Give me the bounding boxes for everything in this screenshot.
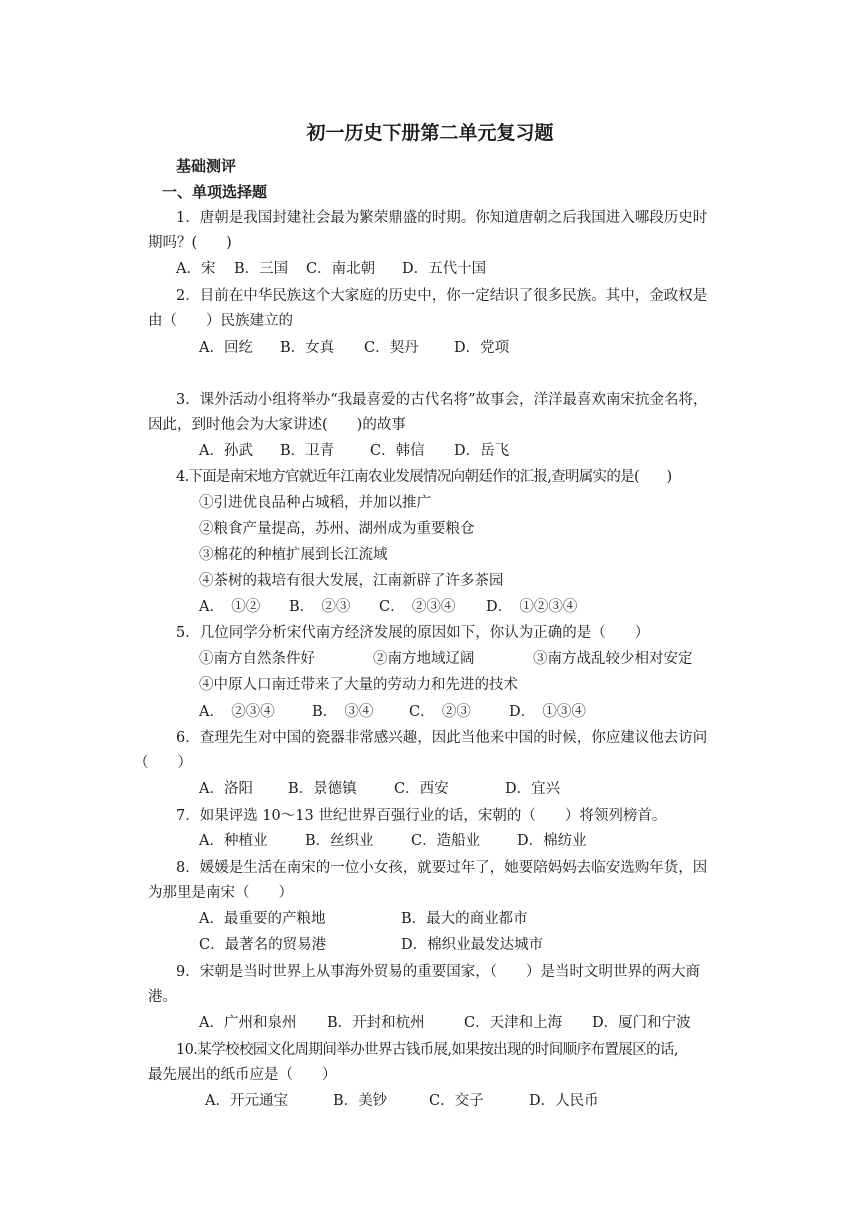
question-6-text-cont: （ ） — [134, 755, 192, 771]
option-d[interactable]: D．棉纺业 — [517, 833, 587, 849]
question-5-statement: ④中原人口南迁带来了大量的劳动力和先进的技术 — [199, 677, 518, 693]
question-9-text-cont: 港。 — [148, 989, 177, 1005]
option-c[interactable]: C．契丹 — [364, 340, 419, 356]
option-d[interactable]: D． ①③④ — [509, 704, 586, 720]
question-7-options — [199, 831, 587, 851]
question-9-options — [199, 1013, 691, 1033]
question-2-text: 2．目前在中华民族这个大家庭的历史中，你一定结识了很多民族。其中，金政权是 — [176, 288, 708, 304]
option-a[interactable]: A．广州和泉州 — [199, 1015, 297, 1031]
section-heading: 基础测评 — [176, 157, 237, 175]
option-c[interactable]: C．造船业 — [411, 833, 481, 849]
option-c[interactable]: C． ②③ — [409, 704, 471, 720]
question-1-options — [176, 259, 486, 279]
option-a[interactable]: A．洛阳 — [199, 781, 253, 797]
question-4-text: 4.下面是南宋地方官就近年江南农业发展情况向朝廷作的汇报,查明属实的是( ) — [176, 469, 672, 485]
option-c[interactable]: C．韩信 — [370, 443, 425, 459]
question-6-text: 6．查理先生对中国的瓷器非常感兴趣，因此当他来中国的时候，你应建议他去访问 — [176, 730, 708, 746]
question-4-options — [199, 597, 577, 617]
option-c[interactable]: C．交子 — [429, 1093, 484, 1109]
option-a[interactable]: A． ①② — [199, 599, 261, 615]
document-title: 初一历史下册第二单元复习题 — [306, 122, 554, 144]
option-a[interactable]: A．回纥 — [199, 340, 253, 356]
option-c[interactable]: C． ②③④ — [379, 599, 456, 615]
option-b[interactable]: B．女真 — [280, 340, 335, 356]
option-b[interactable]: B．美钞 — [333, 1093, 388, 1109]
question-5-statement: ③南方战乱较少相对安定 — [533, 651, 693, 667]
question-10-text: 10.某学校校园文化周期间举办世界古钱币展,如果按出现的时间顺序布置展区的话, — [176, 1042, 678, 1058]
question-7-text: 7．如果评选 10～13 世纪世界百强行业的话，宋朝的（ ）将领列榜首。 — [176, 808, 667, 824]
question-8-text-cont: 为那里是南宋（ ） — [148, 885, 293, 901]
option-b[interactable]: B．丝织业 — [305, 833, 374, 849]
option-b[interactable]: B． ②③ — [289, 599, 351, 615]
option-d[interactable]: D． ①②③④ — [486, 599, 578, 615]
question-6-options — [199, 779, 560, 799]
question-9-text: 9．宋朝是当时世界上从事海外贸易的重要国家，（ ）是当时文明世界的两大商 — [176, 964, 700, 980]
option-d[interactable]: D．棉织业最发达城市 — [401, 937, 544, 953]
question-4-statement: ①引进优良品种占城稻，并加以推广 — [199, 495, 431, 511]
question-2-text-cont: 由（ ）民族建立的 — [148, 313, 293, 329]
option-d[interactable]: D．人民币 — [529, 1093, 599, 1109]
question-8-options-row-2 — [199, 935, 543, 955]
option-a[interactable]: A．孙武 — [199, 443, 253, 459]
option-d[interactable]: D．五代十国 — [402, 261, 487, 277]
question-10-options — [205, 1091, 599, 1111]
option-b[interactable]: B．卫青 — [280, 443, 335, 459]
option-b[interactable]: B．景德镇 — [288, 781, 357, 797]
part-heading: 一、单项选择题 — [162, 183, 268, 201]
option-c[interactable]: C．西安 — [394, 781, 449, 797]
question-8-options-row-1 — [199, 909, 528, 929]
question-5-statement: ②南方地域辽阔 — [373, 651, 475, 667]
question-2-options — [199, 338, 509, 358]
question-1-text: 1．唐朝是我国封建社会最为繁荣鼎盛的时期。你知道唐朝之后我国进入哪段历史时 — [176, 210, 708, 226]
question-5-text: 5．几位同学分析宋代南方经济发展的原因如下，你认为正确的是（ ） — [176, 625, 650, 641]
option-c[interactable]: C．最著名的贸易港 — [199, 937, 327, 953]
question-3-options — [199, 441, 509, 461]
option-d[interactable]: D．党项 — [454, 340, 510, 356]
option-b[interactable]: B．开封和杭州 — [327, 1015, 425, 1031]
option-a[interactable]: A．种植业 — [199, 833, 268, 849]
question-5-statement: ①南方自然条件好 — [199, 651, 315, 667]
question-1-text-cont: 期吗？( ) — [148, 235, 232, 251]
option-c[interactable]: C．南北朝 — [306, 261, 376, 277]
option-d[interactable]: D．岳飞 — [454, 443, 510, 459]
option-a[interactable]: A． ②③④ — [199, 704, 275, 720]
option-a[interactable]: A．宋 — [176, 261, 216, 277]
question-3-text-cont: 因此，到时他会为大家讲述( )的故事 — [148, 417, 406, 433]
option-b[interactable]: B．三国 — [234, 261, 289, 277]
question-5-statements — [199, 649, 693, 669]
question-4-statement: ③棉花的种植扩展到长江流域 — [199, 547, 388, 563]
question-4-statement: ②粮食产量提高，苏州、湖州成为重要粮仓 — [199, 521, 475, 537]
option-d[interactable]: D．厦门和宁波 — [592, 1015, 691, 1031]
option-d[interactable]: D．宜兴 — [505, 781, 561, 797]
option-c[interactable]: C．天津和上海 — [464, 1015, 563, 1031]
question-3-text: 3．课外活动小组将举办“我最喜爱的古代名将”故事会，洋洋最喜欢南宋抗金名将， — [176, 392, 708, 408]
question-4-statement: ④茶树的栽培有很大发展，江南新辟了许多茶园 — [199, 573, 504, 589]
option-b[interactable]: B．最大的商业都市 — [401, 911, 528, 927]
question-10-text-cont: 最先展出的纸币应是（ ） — [148, 1067, 337, 1083]
option-a[interactable]: A．开元通宝 — [205, 1093, 288, 1109]
question-8-text: 8．媛媛是生活在南宋的一位小女孩，就要过年了，她要陪妈妈去临安选购年货，因 — [176, 860, 708, 876]
question-5-options — [199, 702, 586, 722]
option-a[interactable]: A．最重要的产粮地 — [199, 911, 326, 927]
option-b[interactable]: B． ③④ — [312, 704, 374, 720]
